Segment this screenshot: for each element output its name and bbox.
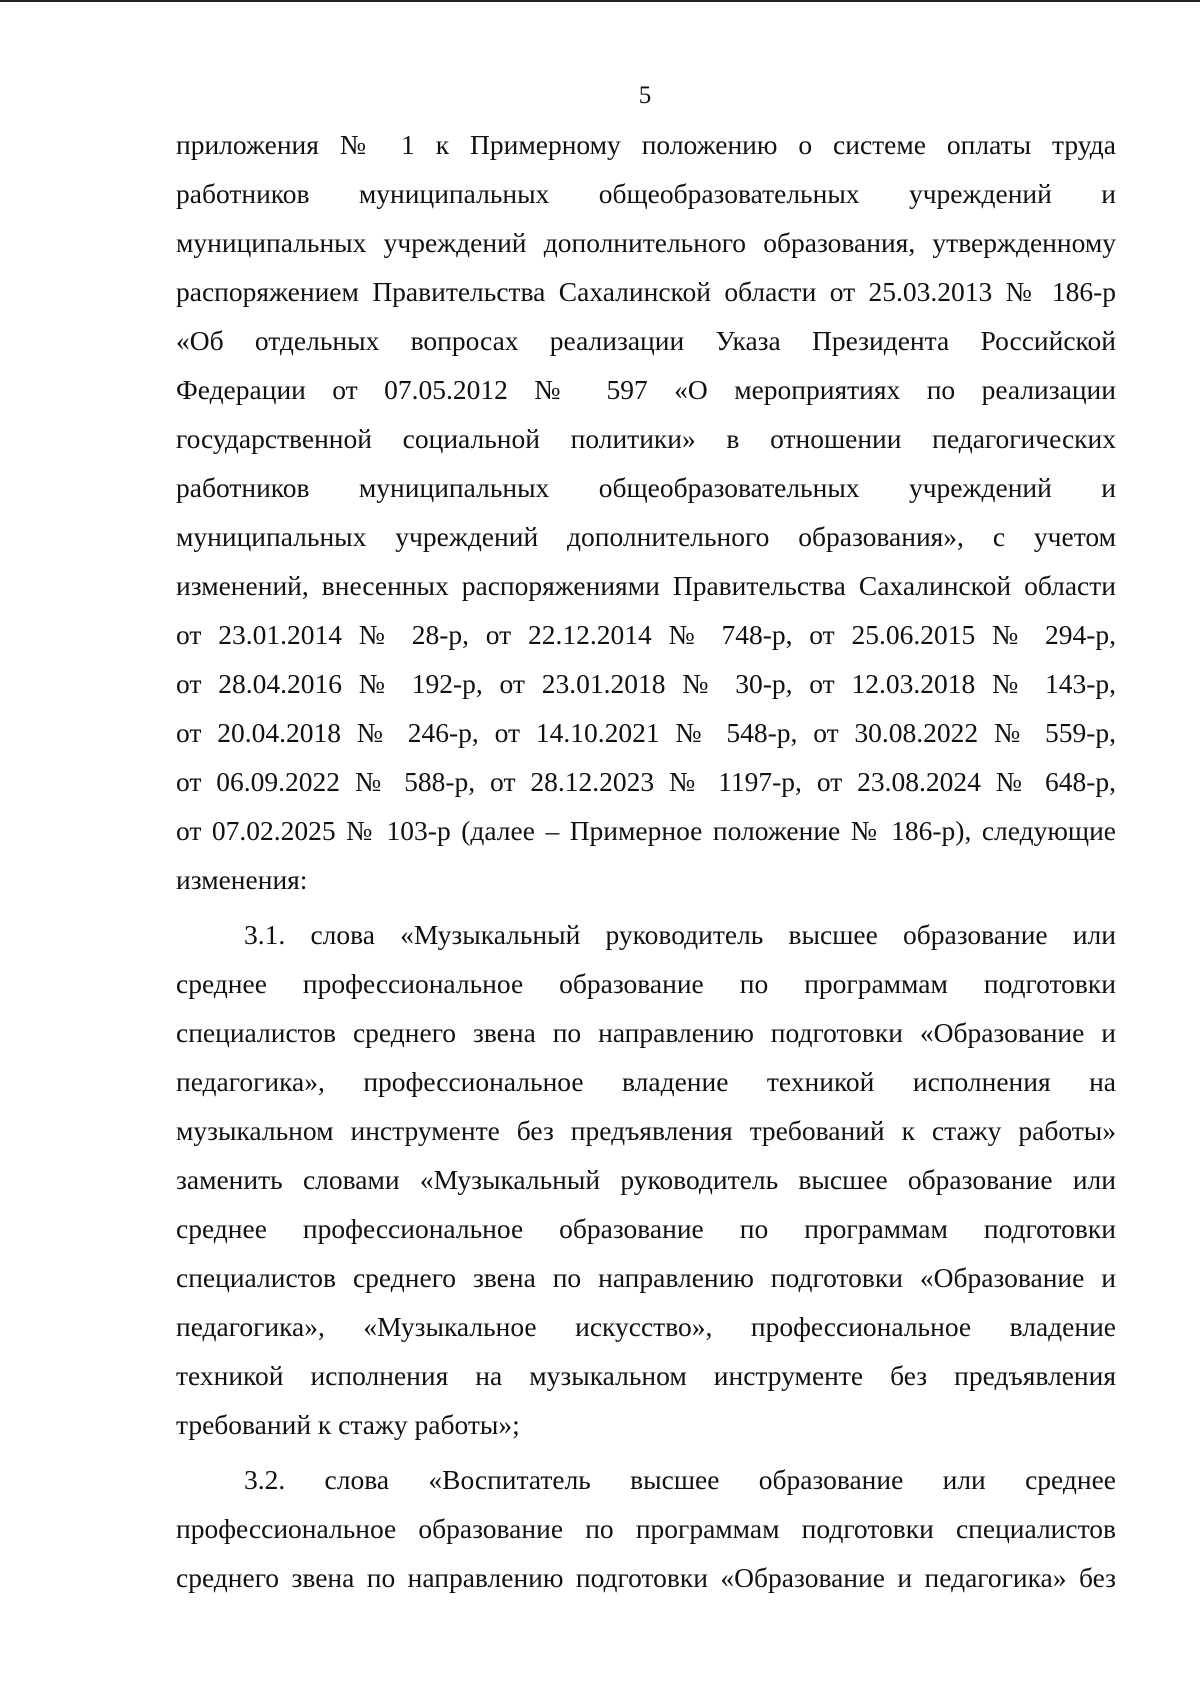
page-number: 5	[638, 82, 652, 109]
text-line: техникой исполнения на музыкальном инструменте без предъявления	[176, 1360, 1116, 1391]
text-line: распоряжением Правительства Сахалинской области от 25.03.2013 № 186-р	[176, 276, 1116, 307]
text-line: профессиональное образование по программам подготовки специалистов	[176, 1513, 1116, 1544]
text-line: педагогика», «Музыкальное искусство», профессиональное владение	[176, 1311, 1116, 1342]
text-line: приложения № 1 к Примерному положению о системе оплаты труда	[176, 129, 1116, 160]
text-line: от 06.09.2022 № 588-р, от 28.12.2023 № 1197-р, от 23.08.2024 № 648-р,	[176, 766, 1116, 797]
text-line: работников муниципальных общеобразовательных учреждений и	[176, 472, 1116, 503]
text-line: государственной социальной политики» в отношении педагогических	[176, 423, 1116, 454]
text-line: 3.1. слова «Музыкальный руководитель высшее образование или	[244, 919, 1116, 950]
text-line: заменить словами «Музыкальный руководитель высшее образование или	[176, 1164, 1116, 1195]
text-line: Федерации от 07.05.2012 № 597 «О мероприятиях по реализации	[176, 374, 1116, 405]
text-line: специалистов среднего звена по направлению подготовки «Образование и	[176, 1262, 1116, 1293]
text-line: специалистов среднего звена по направлению подготовки «Образование и	[176, 1017, 1116, 1048]
text-line: среднее профессиональное образование по программам подготовки	[176, 968, 1116, 999]
text-line: среднего звена по направлению подготовки «Образование и педагогика» без	[176, 1562, 1116, 1593]
text-line: от 28.04.2016 № 192-р, от 23.01.2018 № 30-р, от 12.03.2018 № 143-р,	[176, 668, 1116, 699]
document-body	[176, 120, 1116, 1602]
text-line: муниципальных учреждений дополнительного образования», с учетом	[176, 521, 1116, 552]
text-line: изменения:	[176, 864, 308, 895]
text-line: муниципальных учреждений дополнительного образования, утвержденному	[176, 227, 1116, 258]
text-line: от 20.04.2018 № 246-р, от 14.10.2021 № 548-р, от 30.08.2022 № 559-р,	[176, 717, 1116, 748]
text-line: педагогика», профессиональное владение техникой исполнения на	[176, 1066, 1116, 1097]
text-line: работников муниципальных общеобразовательных учреждений и	[176, 178, 1116, 209]
text-line: изменений, внесенных распоряжениями Правительства Сахалинской области	[176, 570, 1116, 601]
top-border-line	[0, 0, 1200, 2]
text-line: музыкальном инструменте без предъявления требований к стажу работы»	[176, 1115, 1116, 1146]
text-line: среднее профессиональное образование по программам подготовки	[176, 1213, 1116, 1244]
text-line: требований к стажу работы»;	[176, 1409, 520, 1440]
text-line: от 23.01.2014 № 28-р, от 22.12.2014 № 748-р, от 25.06.2015 № 294-р,	[176, 619, 1116, 650]
text-line: «Об отдельных вопросах реализации Указа Президента Российской	[176, 325, 1116, 356]
text-line: от 07.02.2025 № 103-р (далее – Примерное положение № 186-р), следующие	[176, 815, 1116, 846]
text-line: 3.2. слова «Воспитатель высшее образование или среднее	[244, 1464, 1116, 1495]
